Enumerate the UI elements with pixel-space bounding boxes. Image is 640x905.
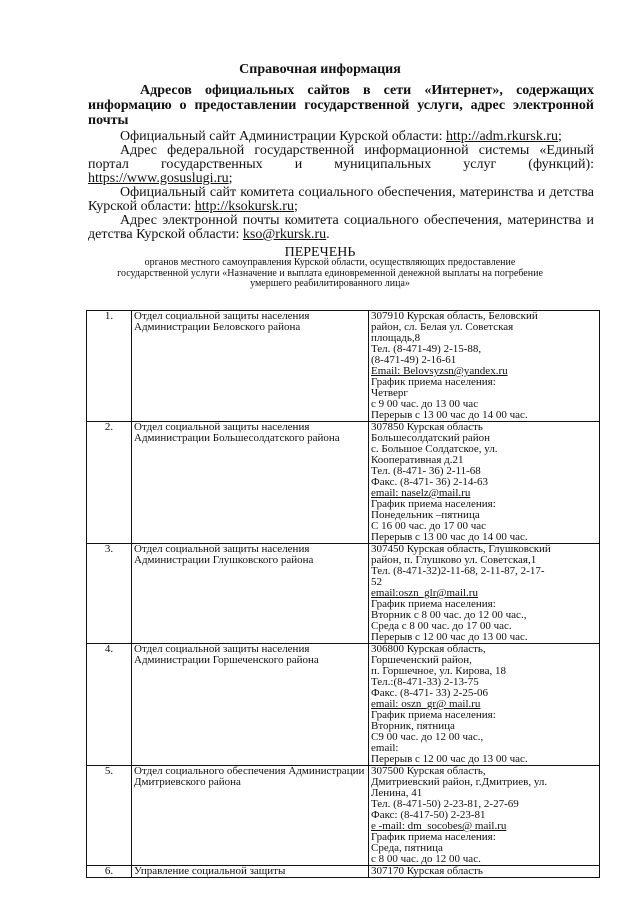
contact-line: График приема населения:: [371, 599, 496, 610]
link-paragraph-2: Адрес федеральной государственной информационной системы «Единый портал государственных и муниципальных услуг (функций): https://www.gosuslugi.ru;: [88, 143, 594, 186]
contact-line: Тел. (8-471-49) 2-15-88,: [371, 344, 482, 355]
contact-line: График приема населения:: [371, 832, 496, 843]
contact-line: с. Большое Солдатское, ул.: [371, 444, 498, 455]
row-number: 2.: [87, 422, 132, 544]
contact-line: 307170 Курская область: [371, 866, 483, 877]
contact-line: График приема населения:: [371, 499, 496, 510]
offices-table: [86, 310, 600, 878]
contact-line: 306800 Курская область,: [371, 644, 486, 655]
organization-name: Отдел социальной защиты населения Администрации Большесолдатского района: [132, 422, 369, 544]
table-row: [87, 422, 600, 544]
organization-name: Отдел социального обеспечения Администрации Дмитриевского района: [132, 766, 369, 866]
organization-contacts: [369, 766, 600, 866]
contact-line: Ленина, 41: [371, 788, 423, 799]
links-section: [88, 130, 594, 242]
contact-line: Тел.:(8-471-33) 2-13-75: [371, 677, 479, 688]
contact-line: Среда с 8 00 час. до 17 00 час.: [371, 621, 512, 632]
contact-line: с 9 00 час. до 13 00 час: [371, 399, 479, 410]
contact-line: площадь,8: [371, 333, 421, 344]
contact-line: Четверг: [371, 388, 408, 399]
organization-name: Отдел социальной защиты населения Администрации Беловского района: [132, 311, 369, 422]
table-row: [87, 644, 600, 766]
contact-line: Понедельник –пятница: [371, 510, 480, 521]
contact-line: (8-471-49) 2-16-61: [371, 355, 457, 366]
contact-line: С9 00 час. до 12 00 час.,: [371, 732, 484, 743]
adm-site-link[interactable]: http://adm.rkursk.ru: [446, 129, 558, 144]
kso-email-link[interactable]: kso@rkursk.ru: [242, 227, 327, 242]
organization-contacts: [369, 644, 600, 766]
contact-line: Перерыв с 12 00 час до 13 00 час.: [371, 754, 528, 765]
ksokursk-link[interactable]: http://ksokursk.ru: [194, 199, 294, 214]
organization-name: Отдел социальной защиты населения Администрации Горшеченского района: [132, 644, 369, 766]
contact-line: Тел. (8-471-50) 2-23-81, 2-27-69: [371, 799, 519, 810]
row-number: 5.: [87, 766, 132, 866]
contact-line: 307450 Курская область, Глушковский: [371, 544, 551, 555]
contact-line: График приема населения:: [371, 377, 496, 388]
contact-line: район, п. Глушково ул. Советская,1: [371, 555, 537, 566]
contact-line: Среда, пятница: [371, 843, 443, 854]
contact-line: Горшеченский район,: [371, 655, 472, 666]
contact-line: email: oszn_gr@ mail.ru: [371, 699, 481, 710]
contact-line: Тел. (8-471- 36) 2-11-68: [371, 466, 481, 477]
organization-name: Управление социальной защиты: [132, 866, 369, 878]
organization-contacts: [369, 311, 600, 422]
table-row: [87, 766, 600, 866]
contact-line: п. Горшечное, ул. Кирова, 18: [371, 666, 506, 677]
row-number: 4.: [87, 644, 132, 766]
table-row: [87, 866, 600, 878]
link-paragraph-1: Официальный сайт Администрации Курской области: http://adm.rkursk.ru;: [120, 129, 562, 144]
row-number: 6.: [87, 866, 132, 878]
table-row: [87, 311, 600, 422]
contact-line: Перерыв с 13 00 час до 14 00 час.: [371, 532, 528, 543]
contact-line: email: naselz@mail.ru: [371, 488, 471, 499]
contact-line: Дмитриевский район, г.Дмитриев, ул.: [371, 777, 548, 788]
row-number: 1.: [87, 311, 132, 422]
contact-line: с 8 00 час. до 12 00 час.: [371, 854, 481, 865]
organization-name: Отдел социальной защиты населения Администрации Глушковского района: [132, 544, 369, 644]
contact-line: Перерыв с 13 00 час до 14 00 час.: [371, 410, 528, 421]
document-subtitle: Адресов официальных сайтов в сети «Интернет», содержащих информацию о предоставлении государственной услуги, адрес электронной почты: [88, 83, 594, 128]
contact-line: Вторник, пятница: [371, 721, 455, 732]
contact-line: Перерыв с 12 00 час до 13 00 час.: [371, 632, 528, 643]
perechen-subtitle: органов местного самоуправления Курской области, осуществляющих предоставление государственной услуги «Назначение и выплата единовременной денежной выплаты на погребение умершего реабилитированного лица»: [117, 257, 543, 289]
contact-line: Кооперативная д.21: [371, 455, 464, 466]
contact-line: 307910 Курская область, Беловский: [371, 311, 538, 322]
contact-line: Большесолдатский район: [371, 433, 491, 444]
link-paragraph-4: Адрес электронной почты комитета социального обеспечения, материнства и детства Курской области: kso@rkursk.ru.: [88, 213, 594, 242]
contact-line: Факс. (8-471- 33) 2-25-06: [371, 688, 489, 699]
contact-line: email:: [371, 743, 399, 754]
contact-line: Факс. (8-471- 36) 2-14-63: [371, 477, 489, 488]
organization-contacts: [369, 866, 600, 878]
contact-line: 307850 Курская область: [371, 422, 483, 433]
contact-line: Факс: (8-417-50) 2-23-81: [371, 810, 486, 821]
contact-line: 307500 Курская область,: [371, 766, 486, 777]
contact-line: График приема населения:: [371, 710, 496, 721]
contact-line: email:oszn_glr@mail.ru: [371, 588, 478, 599]
contact-line: С 16 00 час. до 17 00 час: [371, 521, 487, 532]
contact-line: Вторник с 8 00 час. до 12 00 час.,: [371, 610, 527, 621]
organization-contacts: [369, 544, 600, 644]
organization-contacts: [369, 422, 600, 544]
table-row: [87, 544, 600, 644]
row-number: 3.: [87, 544, 132, 644]
contact-line: Тел. (8-471-32)2-11-68, 2-11-87, 2-17-: [371, 566, 545, 577]
contact-line: 52: [371, 577, 382, 588]
contact-line: Email: Belovsyzsn@yandex.ru: [371, 366, 508, 377]
perechen-title: ПЕРЕЧЕНЬ: [284, 245, 356, 260]
contact-line: e -mail: dm_socobes@ mail.ru: [371, 821, 507, 832]
contact-line: район, сл. Белая ул. Советская: [371, 322, 514, 333]
link-paragraph-3: Официальный сайт комитета социального обеспечения, материнства и детства Курской области: http://ksokursk.ru;: [88, 185, 594, 214]
document-title: Справочная информация: [239, 62, 401, 77]
gosuslugi-link[interactable]: https://www.gosuslugi.ru: [88, 171, 229, 186]
